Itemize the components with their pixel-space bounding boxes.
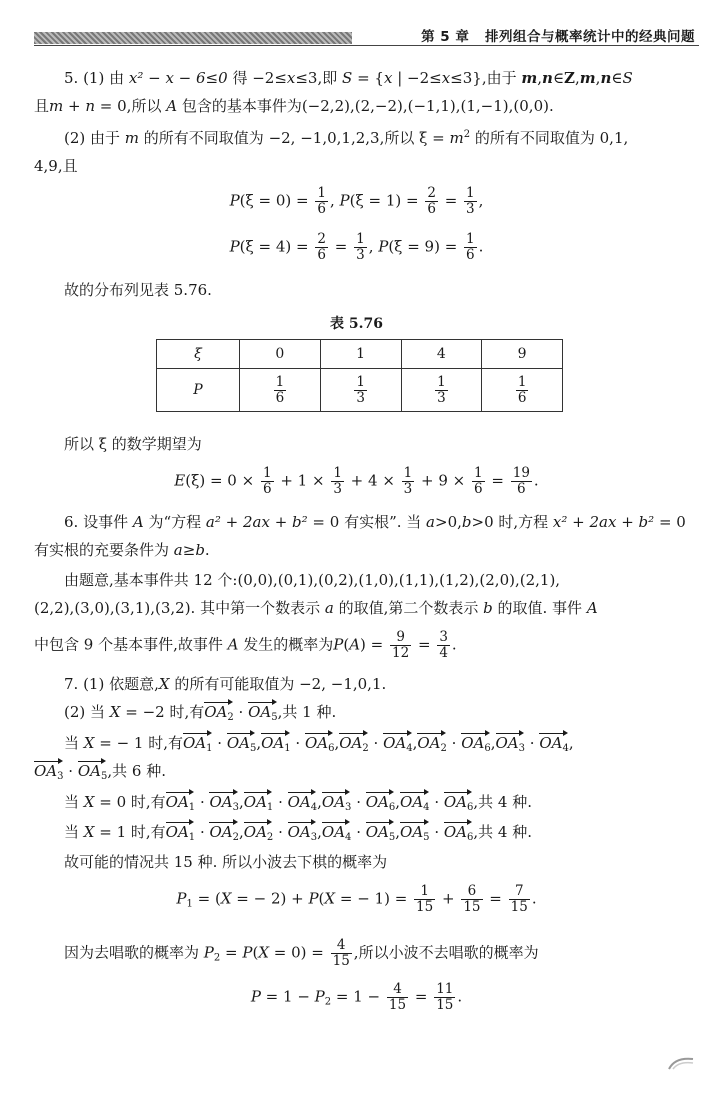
vector: $OA_5$ — [248, 703, 278, 723]
vector: $OA_2$ — [243, 823, 274, 843]
distribution-table — [156, 339, 563, 412]
vector-products — [34, 762, 107, 780]
fraction: $\frac{6}{15}$ — [463, 883, 481, 915]
separator: , — [239, 823, 244, 841]
separator: , — [395, 793, 401, 811]
p7-line-5: 当 X = 0 时,有$OA_1 \cdot OA_3,OA_1 \cdot OA_4,OA_3 \cdot OA_6,OA_4 \cdot OA_6$,共 4 种. — [64, 793, 532, 813]
dot-operator: · — [351, 823, 366, 841]
table-cell: $\frac{1}{6}$ — [240, 369, 321, 412]
table-caption: 表 5.76 — [330, 316, 383, 332]
dot-operator: · — [429, 823, 444, 841]
p6-line-2: 有实根的充要条件为 a≥b. — [34, 541, 210, 559]
fraction: $\frac{9}{12}$ — [392, 629, 410, 661]
dot-operator: · — [290, 734, 305, 752]
fraction: $\frac{1}{6}$ — [317, 185, 326, 217]
p7-line-3: 当 X = − 1 时,有$OA_1 \cdot OA_5,OA_1 \cdot OA_6,OA_2 \cdot OA_4,OA_2 \cdot OA_6,OA_3 \cdot OA_4$, — [64, 734, 574, 754]
separator: , — [256, 734, 262, 752]
header-title — [421, 25, 695, 45]
table-cell: 9 — [482, 340, 563, 369]
vector: $OA_2$ — [417, 734, 447, 754]
vector: $OA_3$ — [34, 762, 64, 782]
dot-operator: · — [273, 823, 288, 841]
vector: $OA_1$ — [261, 734, 291, 754]
table-row — [157, 340, 563, 369]
vector: $OA_6$ — [304, 734, 335, 754]
header-decoration — [34, 32, 352, 44]
p5-line-6: 所以 ξ 的数学期望为 — [64, 435, 202, 453]
vector: $OA_5$ — [400, 823, 430, 843]
fraction: $\frac{1}{3}$ — [333, 465, 342, 497]
vector-products — [166, 793, 474, 811]
vector: $OA_6$ — [365, 793, 396, 813]
p7-line-1: 7. (1) 依题意,X 的所有可能取值为 −2, −1,0,1. — [64, 675, 387, 693]
fraction: $\frac{11}{15}$ — [436, 981, 454, 1013]
vector: $OA_4$ — [400, 793, 430, 813]
separator: , — [334, 734, 340, 752]
table-cell: 1 — [320, 340, 401, 369]
p5-equation-2: P(ξ = 4) = $\frac{2}{6}$ = $\frac{1}{3}$ , P(ξ = 9) = $\frac{1}{6}$ . — [229, 231, 484, 263]
vector: $OA_4$ — [287, 793, 318, 813]
vector: $OA_3$ — [209, 793, 239, 813]
fraction: $\frac{4}{15}$ — [332, 937, 350, 969]
vector: $OA_6$ — [443, 823, 474, 843]
p5-line-1: 5. (1) 由 x² − x − 6≤0 得 −2≤x≤3,即 S = {x | −2≤x≤3},由于 m,n∈Z,m,n∈S — [64, 69, 633, 87]
dot-operator: · — [63, 762, 78, 780]
separator: , — [412, 734, 418, 752]
vector: $OA_3$ — [321, 793, 352, 813]
vector: $OA_3$ — [287, 823, 318, 843]
page-header — [0, 24, 713, 50]
p7-equation-2: $P = 1 - P_2 = 1$ − $\frac{4}{15}$ = $\frac{11}{15}$ . — [250, 981, 463, 1013]
p6-line-5: 中包含 9 个基本事件,故事件 A 发生的概率为P(A) = $\frac{9}{12}$ = $\frac{3}{4}$ . — [34, 629, 457, 661]
fraction: $\frac{1}{6}$ — [474, 465, 483, 497]
table-row — [157, 369, 563, 412]
dot-operator: · — [273, 793, 288, 811]
p5-line-3: (2) 由于 m 的所有不同取值为 −2, −1,0,1,2,3,所以 $\xi = m^2$ 的所有不同取值为 0,1, — [64, 129, 629, 147]
p6-line-4: (2,2),(3,0),(3,1),(3,2). 其中第一个数表示 a 的取值,第二个数表示 b 的取值. 事件 A — [34, 599, 598, 617]
dot-operator: · — [525, 734, 540, 752]
p5-equation-1: P(ξ = 0) = $\frac{1}{6}$ , P(ξ = 1) = $\frac{2}{6}$ = $\frac{1}{3}$ , — [229, 185, 484, 217]
vector: $OA_3$ — [495, 734, 526, 754]
fraction: $\frac{3}{4}$ — [439, 629, 448, 661]
table-header-cell: P — [157, 369, 240, 412]
p7-equation-1: $P_1 = (X$ = − 2) + P(X = − 1) = $\frac{1}{15}$ + $\frac{6}{15}$ = $\frac{7}{15}$ . — [176, 883, 537, 915]
vector: $OA_6$ — [461, 734, 491, 754]
vector: $OA_4$ — [321, 823, 352, 843]
fraction: $\frac{1}{6}$ — [466, 231, 475, 263]
vector: $OA_1$ — [165, 823, 196, 843]
table-cell: $\frac{1}{3}$ — [401, 369, 482, 412]
fraction: $\frac{1}{15}$ — [416, 883, 434, 915]
fraction: $\frac{4}{15}$ — [388, 981, 407, 1013]
p7-line-4: $OA_3 \cdot OA_5$,共 6 种. — [34, 762, 166, 782]
separator: , — [239, 793, 244, 811]
separator: , — [317, 793, 322, 811]
table-cell: $\frac{1}{3}$ — [320, 369, 401, 412]
p5-line-2: 且m + n = 0,所以 A 包含的基本事件为(−2,2),(2,−2),(−1,1),(1,−1),(0,0). — [34, 97, 554, 115]
p6-line-3: 由题意,基本事件共 12 个:(0,0),(0,1),(0,2),(1,0),(1,1),(1,2),(2,0),(2,1), — [64, 571, 561, 589]
dot-operator: · — [368, 734, 384, 752]
p5-expectation: E(ξ) = 0 × $\frac{1}{6}$ + 1 × $\frac{1}{3}$ + 4 × $\frac{1}{3}$ + 9 × $\frac{1}{6}$ = $\frac{19}{6}$ . — [174, 465, 539, 497]
table-header-cell: ξ — [157, 340, 240, 369]
page-curl-icon — [667, 1055, 695, 1071]
vector: $OA_2$ — [209, 823, 239, 843]
dot-operator: · — [233, 703, 249, 721]
dot-operator: · — [195, 793, 210, 811]
table-cell: $\frac{1}{6}$ — [482, 369, 563, 412]
separator: , — [490, 734, 496, 752]
vector-products — [204, 703, 277, 721]
p5-line-4: 4,9,且 — [34, 157, 78, 175]
vector: $OA_6$ — [443, 793, 474, 813]
fraction: $\frac{7}{15}$ — [510, 883, 528, 915]
separator: , — [317, 823, 322, 841]
fraction: $\frac{2}{6}$ — [427, 185, 436, 217]
chapter-number: 第 5 章 — [421, 29, 470, 45]
vector: $OA_1$ — [243, 793, 274, 813]
fraction: $\frac{1}{3}$ — [466, 185, 475, 217]
dot-operator: · — [351, 793, 366, 811]
p5-line-5: 故的分布列见表 5.76. — [64, 281, 212, 299]
vector: $OA_5$ — [365, 823, 396, 843]
vector: $OA_1$ — [165, 793, 196, 813]
vector: $OA_2$ — [204, 703, 234, 723]
vector: $OA_1$ — [183, 734, 213, 754]
vector-products — [183, 734, 569, 752]
p7-line-6: 当 X = 1 时,有$OA_1 \cdot OA_2,OA_2 \cdot OA_3,OA_4 \cdot OA_5,OA_5 \cdot OA_6$,共 4 种. — [64, 823, 532, 843]
p7-line-8: 因为去唱歌的概率为 $P_2 = P(X = 0)$ = $\frac{4}{15}$ ,所以小波不去唱歌的概率为 — [64, 937, 539, 969]
fraction: $\frac{1}{3}$ — [403, 465, 413, 497]
p6-line-1: 6. 设事件 A 为“方程 a² + 2ax + b² = 0 有实根”. 当 a>0,b>0 时,方程 x² + 2ax + b² = 0 — [64, 513, 686, 531]
separator: , — [395, 823, 401, 841]
table-cell: 0 — [240, 340, 321, 369]
fraction: $\frac{2}{6}$ — [317, 231, 326, 263]
p7-line-2: (2) 当 X = −2 时,有$OA_2 \cdot OA_5$,共 1 种. — [64, 703, 337, 723]
vector: $OA_5$ — [77, 762, 108, 782]
table-cell: 4 — [401, 340, 482, 369]
chapter-title: 排列组合与概率统计中的经典问题 — [485, 29, 695, 45]
header-rule — [34, 45, 699, 46]
fraction: $\frac{19}{6}$ — [512, 465, 530, 497]
vector: $OA_5$ — [226, 734, 257, 754]
vector: $OA_4$ — [539, 734, 569, 754]
fraction: $\frac{1}{6}$ — [262, 465, 272, 497]
vector-products — [166, 823, 474, 841]
vector: $OA_2$ — [339, 734, 369, 754]
fraction: $\frac{1}{3}$ — [356, 231, 365, 263]
vector: $OA_4$ — [383, 734, 413, 754]
p7-line-7: 故可能的情况共 15 种. 所以小波去下棋的概率为 — [64, 853, 388, 871]
dot-operator: · — [446, 734, 462, 752]
dot-operator: · — [195, 823, 210, 841]
quadratic: x² − x − 6≤0 — [128, 69, 228, 87]
dot-operator: · — [212, 734, 227, 752]
dot-operator: · — [429, 793, 444, 811]
